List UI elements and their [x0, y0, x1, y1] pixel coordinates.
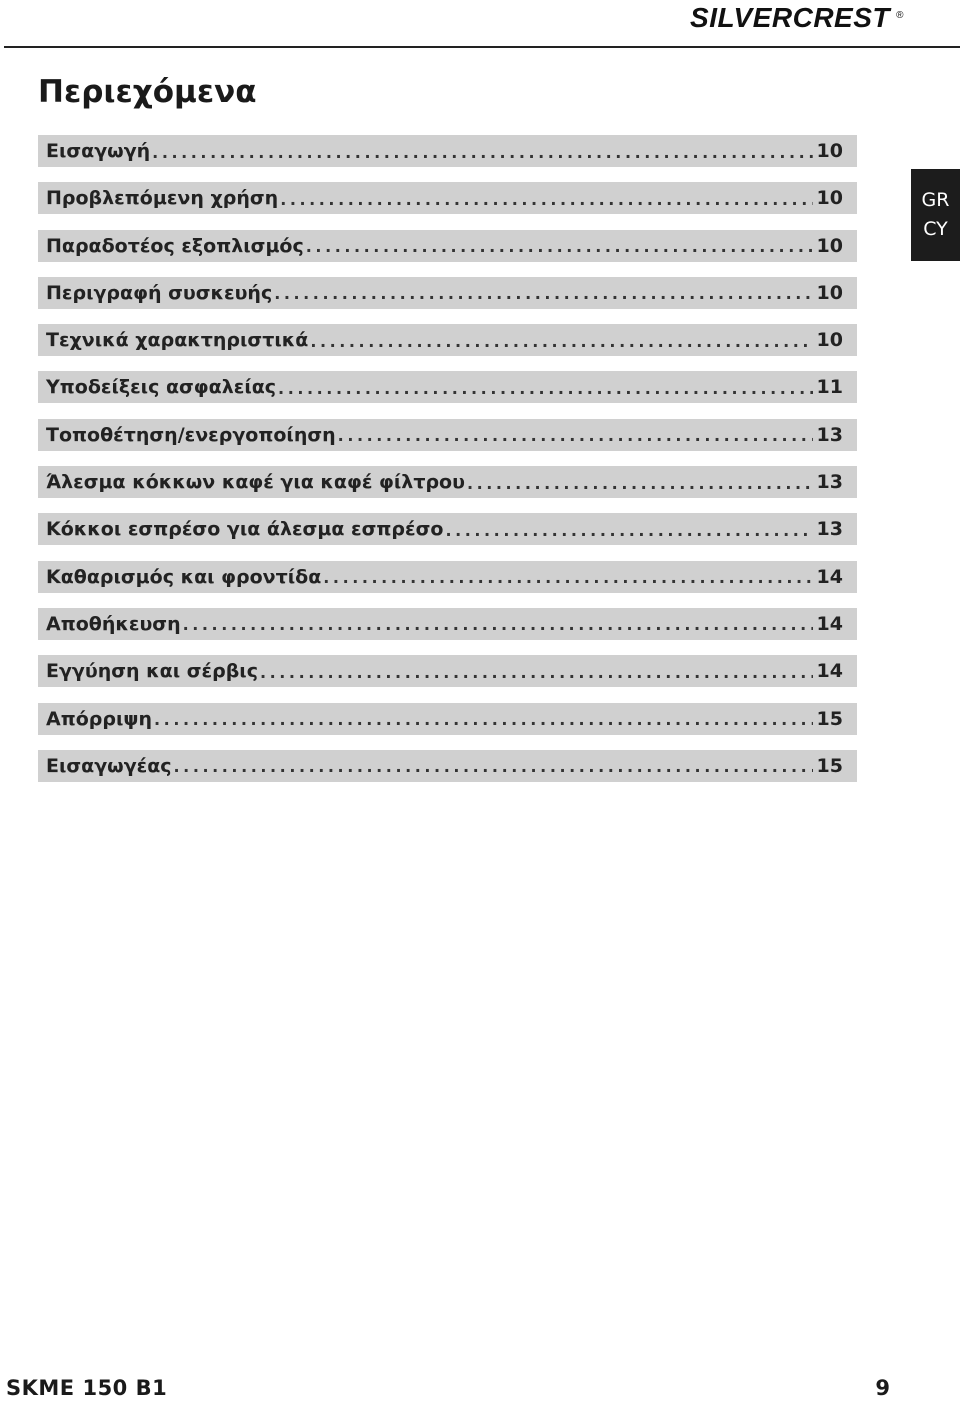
- registered-mark: ®: [896, 10, 904, 21]
- language-tab: [911, 169, 960, 261]
- toc-leader-dots: [323, 568, 812, 587]
- toc-page-number: 15: [816, 754, 843, 777]
- toc-title: Παραδοτέος εξοπλισμός: [46, 234, 304, 257]
- footer-model-number: SKME 150 B1: [6, 1376, 168, 1400]
- table-of-contents: [38, 135, 857, 797]
- toc-title: Προβλεπόμενη χρήση: [46, 187, 279, 210]
- toc-page-number: 10: [816, 140, 843, 162]
- toc-leader-dots: [467, 474, 813, 493]
- toc-row-importer[interactable]: [38, 750, 857, 782]
- toc-title: Εισαγωγέας: [46, 754, 172, 777]
- toc-leader-dots: [310, 332, 812, 351]
- toc-title: Εισαγωγή: [46, 140, 151, 162]
- toc-row-espresso-grinding[interactable]: [38, 513, 857, 545]
- toc-title: Κόκκοι εσπρέσο για άλεσμα εσπρέσο: [46, 518, 444, 541]
- toc-leader-dots: [278, 379, 813, 398]
- toc-page-number: 10: [816, 187, 843, 210]
- toc-page-number: 10: [816, 329, 843, 352]
- page-title: Περιεχόμενα: [38, 74, 257, 110]
- toc-title: Καθαρισμός και φροντίδα: [46, 565, 322, 588]
- toc-leader-dots: [445, 521, 812, 540]
- toc-page-number: 14: [816, 660, 843, 683]
- language-code-gr: GR: [921, 189, 950, 211]
- toc-leader-dots: [260, 663, 813, 682]
- toc-row-device-description[interactable]: [38, 277, 857, 309]
- toc-leader-dots: [338, 426, 813, 445]
- toc-row-intended-use[interactable]: [38, 182, 857, 214]
- toc-title: Απόρριψη: [46, 707, 153, 730]
- toc-leader-dots: [306, 237, 813, 256]
- toc-page-number: 13: [816, 518, 843, 541]
- toc-leader-dots: [183, 615, 813, 634]
- toc-row-safety-instructions[interactable]: [38, 371, 857, 403]
- toc-row-filter-grinding[interactable]: [38, 466, 857, 498]
- toc-page-number: 15: [816, 707, 843, 730]
- toc-page-number: 14: [816, 612, 843, 635]
- toc-leader-dots: [274, 284, 812, 303]
- toc-leader-dots: [154, 710, 813, 729]
- toc-title: Περιγραφή συσκευής: [46, 281, 273, 304]
- brand-logo: [690, 0, 904, 36]
- toc-row-setup[interactable]: [38, 419, 857, 451]
- toc-row-storage[interactable]: [38, 608, 857, 640]
- toc-page-number: 13: [816, 471, 843, 494]
- toc-row-disposal[interactable]: [38, 703, 857, 735]
- toc-title: Αποθήκευση: [46, 612, 181, 635]
- footer-page-number: 9: [875, 1376, 890, 1400]
- brand-name: SILVERCREST: [690, 2, 890, 33]
- toc-leader-dots: [174, 757, 813, 776]
- toc-page-number: 11: [816, 376, 843, 399]
- toc-leader-dots: [152, 143, 812, 162]
- toc-title: Τοποθέτηση/ενεργοποίηση: [46, 423, 336, 446]
- toc-row-introduction[interactable]: [38, 135, 857, 167]
- toc-leader-dots: [280, 190, 812, 209]
- toc-row-package-contents[interactable]: [38, 230, 857, 262]
- toc-row-cleaning[interactable]: [38, 561, 857, 593]
- toc-title: Εγγύηση και σέρβις: [46, 660, 258, 683]
- toc-page-number: 13: [816, 423, 843, 446]
- toc-page-number: 14: [816, 565, 843, 588]
- language-code-cy: CY: [923, 218, 948, 240]
- toc-row-warranty[interactable]: [38, 655, 857, 687]
- toc-row-technical-data[interactable]: [38, 324, 857, 356]
- toc-title: Υποδείξεις ασφαλείας: [46, 376, 277, 399]
- toc-page-number: 10: [816, 234, 843, 257]
- toc-title: Άλεσμα κόκκων καφέ για καφέ φίλτρου: [46, 471, 465, 494]
- header-rule: [4, 46, 960, 48]
- toc-page-number: 10: [816, 281, 843, 304]
- toc-title: Τεχνικά χαρακτηριστικά: [46, 329, 309, 352]
